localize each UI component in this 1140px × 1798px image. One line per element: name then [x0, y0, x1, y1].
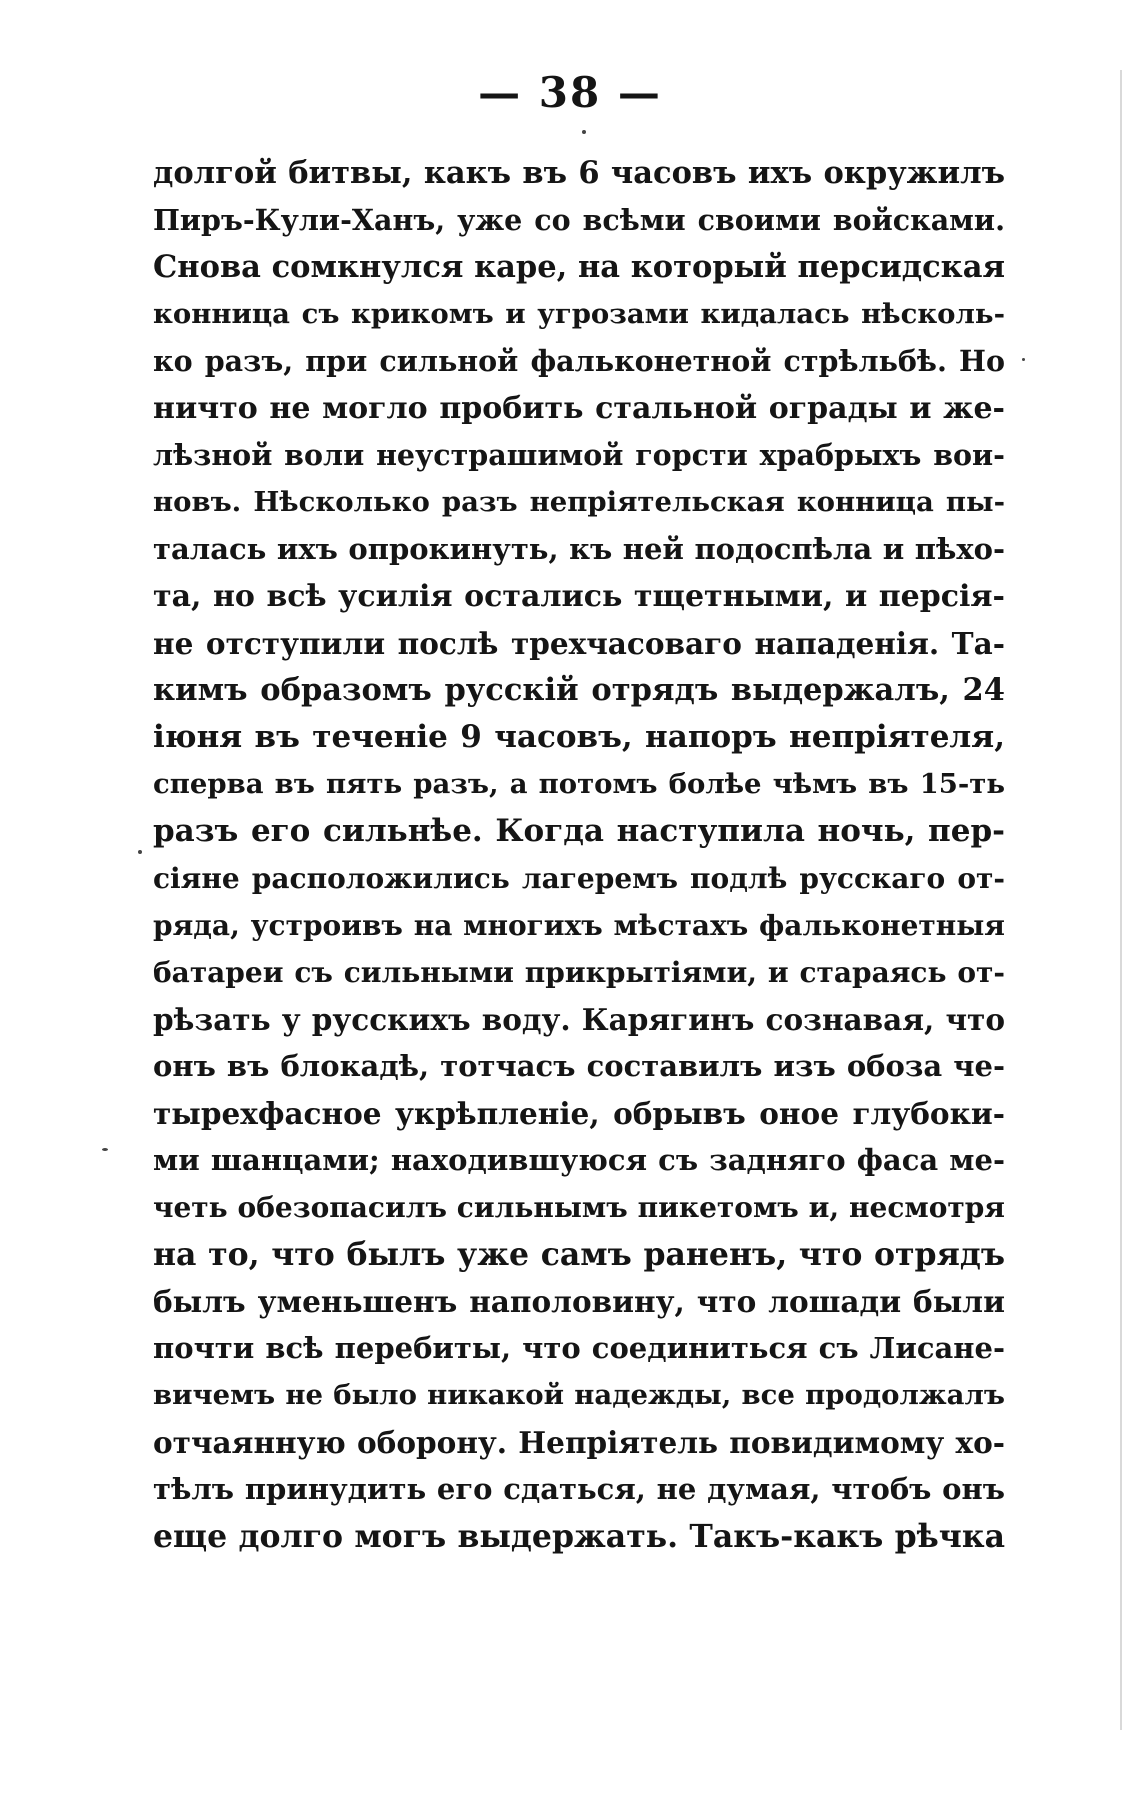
text-line: кимъ образомъ русскій отрядъ выдержалъ, 24 — [153, 672, 1005, 708]
text-line: еще долго могъ выдержать. Такъ-какъ рѣчка — [153, 1518, 1005, 1555]
body-text — [153, 150, 1005, 1560]
text-line: долгой битвы, какъ въ 6 часовъ ихъ окружилъ — [153, 155, 1005, 191]
text-line: разъ его сильнѣе. Когда наступила ночь, пер- — [153, 813, 1005, 849]
text-line: Снова сомкнулся каре, на который персидская — [153, 249, 1005, 285]
page-edge-shadow — [1120, 70, 1122, 1730]
ink-speck — [582, 130, 586, 134]
text-line: не отступили послѣ трехчасоваго нападенія. Та- — [153, 626, 1005, 661]
text-line: на то, что былъ уже самъ раненъ, что отрядъ — [153, 1236, 1005, 1273]
text-line: новъ. Нѣсколько разъ непріятельская конница пы- — [153, 486, 1005, 518]
text-line: Пиръ-Кули-Ханъ, уже со всѣми своими войсками. — [153, 203, 1005, 237]
text-line: вичемъ не было никакой надежды, все продолжалъ — [153, 1379, 1005, 1411]
text-line: рѣзать у русскихъ воду. Карягинъ сознавая, что — [153, 1002, 1005, 1037]
text-line: ряда, устроивъ на многихъ мѣстахъ фальконетныя — [153, 909, 1005, 942]
page-number: — 38 — — [478, 68, 662, 117]
text-line: ко разъ, при сильной фальконетной стрѣльбѣ. Но — [153, 344, 1005, 378]
text-line: батареи съ сильными прикрытіями, и стараясь от- — [153, 956, 1005, 989]
text-line: отчаянную оборону. Непріятель повидимому хо- — [153, 1425, 1005, 1460]
ink-speck — [102, 1148, 108, 1151]
text-line: конница съ крикомъ и угрозами кидалась нѣсколь- — [153, 298, 1005, 330]
text-line: ми шанцами; находившуюся съ задняго фаса ме- — [153, 1143, 1005, 1177]
text-line: сперва въ пять разъ, а потомъ болѣе чѣмъ въ 15-ть — [153, 768, 1005, 800]
ink-speck — [1022, 358, 1025, 361]
text-line: ничто не могло пробить стальной ограды и же- — [153, 391, 1005, 426]
text-line: четь обезопасилъ сильнымъ пикетомъ и, несмотря — [153, 1191, 1005, 1224]
ink-speck — [138, 850, 142, 854]
text-line: тѣлъ принудить его сдаться, не думая, чтобъ онъ — [153, 1472, 1005, 1506]
text-line: та, но всѣ усилія остались тщетными, и персія- — [153, 579, 1005, 614]
text-line: былъ уменьшенъ наполовину, что лошади были — [153, 1284, 1005, 1319]
text-line: талась ихъ опрокинуть, къ ней подоспѣла и пѣхо- — [153, 532, 1005, 566]
text-line: почти всѣ перебиты, что соединиться съ Лисане- — [153, 1331, 1005, 1365]
text-line: сіяне расположились лагеремъ подлѣ русскаго от- — [153, 862, 1005, 895]
text-line: онъ въ блокадѣ, тотчасъ составилъ изъ обоза че- — [153, 1049, 1005, 1083]
text-line: тырехфасное укрѣпленіе, обрывъ оное глубоки- — [153, 1096, 1005, 1131]
text-line: іюня въ теченіе 9 часовъ, напоръ непріятеля, — [153, 719, 1005, 755]
text-line: лѣзной воли неустрашимой горсти храбрыхъ вои- — [153, 438, 1005, 472]
